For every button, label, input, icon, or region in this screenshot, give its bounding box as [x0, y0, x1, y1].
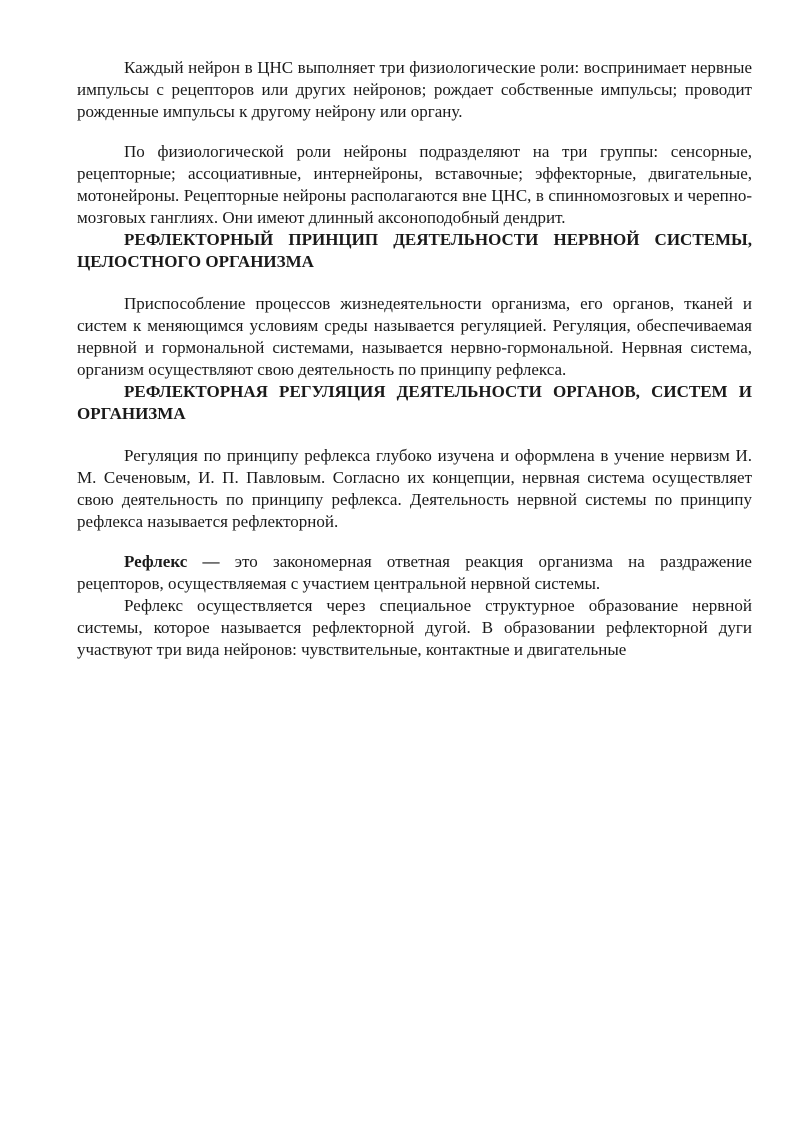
section-heading-reflex-regulation: РЕФЛЕКТОРНАЯ РЕГУЛЯЦИЯ ДЕЯТЕЛЬНОСТИ ОРГАНОВ, СИСТЕМ И ОРГАНИЗМА — [77, 382, 752, 423]
paragraph-reflex-definition — [77, 551, 752, 595]
paragraph-neuron-groups: По физиологической роли нейроны подразделяют на три группы: сенсорные, рецепторные; ассоциативные, интернейроны, вставочные; эффекторные, двигательные, мотонейроны. Рецепторные нейроны располагаются вне ЦНС, в спинномозговых и черепно-мозговых ганглиях. Они имеют длинный аксоноподобный дендрит. — [77, 142, 752, 227]
document-page — [77, 57, 752, 661]
paragraph-reflex-arc: Рефлекс осуществляется через специальное структурное образование нервной системы, которое называется рефлекторной дугой. В образовании рефлекторной дуги участвуют три вида нейронов: чувствительные, контактные и двигательные — [77, 596, 752, 659]
section-heading-reflex-principle: РЕФЛЕКТОРНЫЙ ПРИНЦИП ДЕЯТЕЛЬНОСТИ НЕРВНОЙ СИСТЕМЫ, ЦЕЛОСТНОГО ОРГАНИЗМА — [77, 230, 752, 271]
paragraph-neuron-roles: Каждый нейрон в ЦНС выполняет три физиологические роли: воспринимает нервные импульсы с рецепторов или других нейронов; рождает собственные импульсы; проводит рожденные импульсы к другому нейрону или органу. — [77, 58, 752, 121]
paragraph-nervism: Регуляция по принципу рефлекса глубоко изучена и оформлена в учение нервизм И. М. Сеченовым, И. П. Павловым. Согласно их концепции, нервная система осуществляет свою деятельность по принципу рефлекса. Деятельность нервной системы по принципу рефлекса называется рефлекторной. — [77, 446, 752, 531]
reflex-term: Рефлекс — — [124, 552, 220, 571]
paragraph-regulation: Приспособление процессов жизнедеятельности организма, его органов, тканей и систем к меняющимся условиям среды называется регуляцией. Регуляция, обеспечиваемая нервной и гормональной системами, называется нервно-гормональной. Нервная система, организм осуществляют свою деятельность по принципу рефлекса. — [77, 294, 752, 379]
reflex-definition-text: это закономерная ответная реакция организма на раздражение рецепторов, осуществляемая с участием центральной нервной системы. — [77, 552, 752, 593]
